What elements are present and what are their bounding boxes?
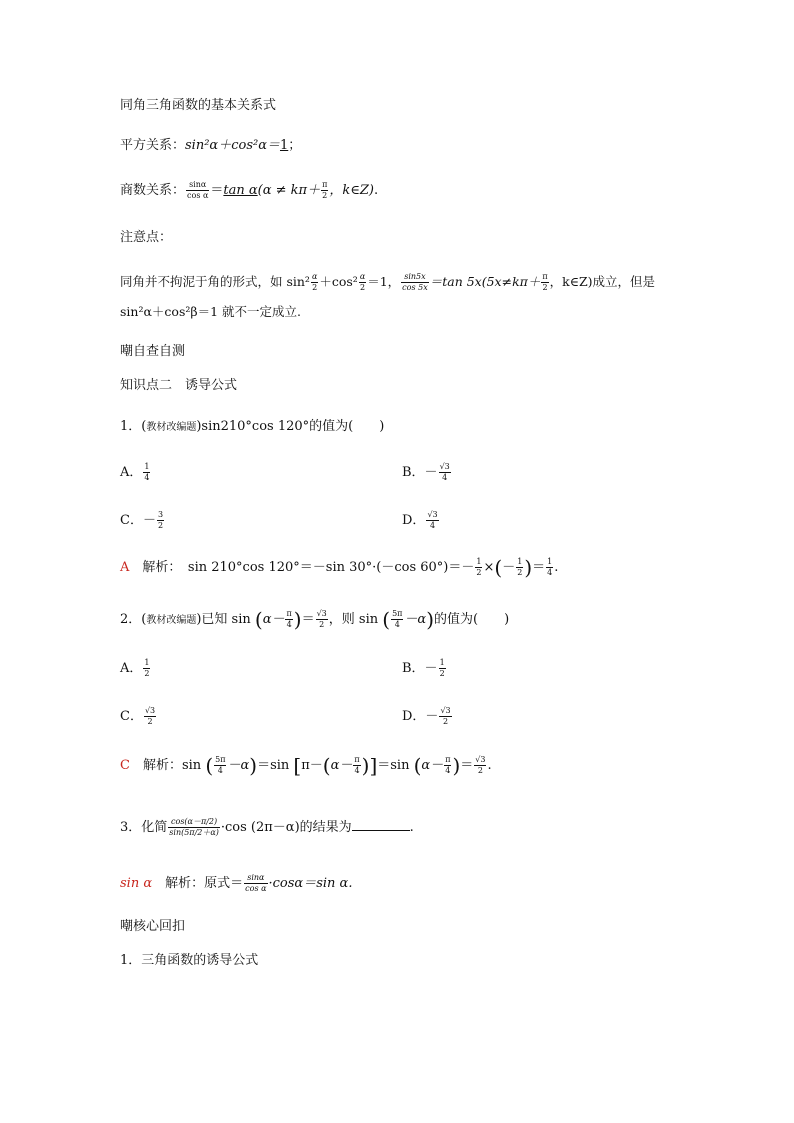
- note1-part-e: ，k∈Z)成立，但是: [549, 274, 656, 289]
- q2-option-a[interactable]: [120, 658, 151, 679]
- a2-alpha-minus: α－: [330, 758, 353, 773]
- alpha-numerator-1: α: [311, 272, 318, 281]
- quotient-condition-start: (α ≠ kπ＋: [257, 183, 321, 198]
- q3-fraction: [168, 817, 220, 838]
- q2-part-d: ，则 sin: [328, 612, 379, 627]
- q2-d-num: √3: [440, 706, 451, 715]
- q1-body: )sin210°cos 120°的值为( ): [196, 419, 385, 434]
- quotient-relation: 商数关系： $\frac{\sin\alpha}{\text{cos α}}$ ＝tan α(α ≠ kπ＋ $\frac{\pi}{2}$ ，k∈Z).: [120, 180, 379, 200]
- q1-option-a-label: A．: [120, 465, 143, 480]
- a3-fraction: [244, 873, 267, 894]
- q2-part-e: 的值为( ): [434, 612, 510, 627]
- a2-pi-over-4-2: [444, 755, 451, 776]
- quotient-denominator: cos α: [187, 191, 209, 200]
- q2-rt3: √3: [316, 609, 327, 618]
- sin5x-numerator: sin5x: [401, 272, 429, 283]
- q1-option-c[interactable]: [120, 510, 165, 531]
- pi-numerator: π: [322, 180, 328, 189]
- answer-1-text: 解析： sin 210°cos 120°＝－sin 30°·(－cos 60°)＝－: [142, 560, 475, 575]
- two-denominator-3: 2: [542, 283, 548, 292]
- q1-option-b-fraction: [439, 462, 451, 483]
- q1-option-a[interactable]: [120, 462, 151, 483]
- q2-prefix: 2．(: [120, 612, 147, 627]
- q2-part-b: )已知 sin: [196, 612, 251, 627]
- q1-b-num: √3: [439, 462, 450, 471]
- q1-tag: 教材改编题: [146, 422, 197, 433]
- a1-half-den: 2: [476, 568, 482, 577]
- answer-1: A 解析： sin 210°cos 120°＝－sin 30°·(－cos 60°)＝－ $\frac{1}{2}$ ×(－ $\frac{1}{2}$ )＝ $\frac{1}{4}$ .: [120, 555, 559, 580]
- a2-5pi: 5π: [215, 755, 226, 764]
- q2-a-den: 2: [144, 669, 150, 678]
- alpha-half-fraction-1: [311, 272, 318, 293]
- a1-times: ×: [483, 560, 495, 575]
- q2-four-2: 4: [394, 620, 400, 629]
- alpha-numerator-2: α: [359, 272, 366, 281]
- quotient-condition-end: ，k∈Z): [329, 183, 374, 198]
- q1-option-d-fraction: [426, 510, 438, 531]
- a1-half-fraction-2: [516, 557, 523, 578]
- square-end: ；: [288, 138, 302, 153]
- q1-option-b-label: B．－: [402, 465, 438, 480]
- q1-option-d-label: D．: [402, 513, 426, 528]
- a3-num: sinα: [244, 873, 267, 884]
- a2-5pi-over-4: [214, 755, 226, 776]
- square-label: 平方关系：: [120, 138, 186, 153]
- q3-body: ·cos (2π－α)的结果为: [220, 820, 352, 835]
- q2-pi-over-4: [285, 609, 292, 630]
- a2-pi-2: π: [445, 755, 451, 764]
- q1-b-den: 4: [442, 473, 448, 482]
- q2-option-d[interactable]: [402, 706, 453, 727]
- a2-eq3: ＝: [460, 758, 474, 773]
- answer-3-value: sin α: [120, 876, 153, 891]
- a1-half-num-2: 1: [517, 557, 523, 566]
- question-1: [120, 418, 384, 437]
- answer-3-text: 解析：原式＝: [165, 876, 244, 891]
- q3-prefix: 3．化简: [120, 820, 168, 835]
- question-3: [120, 817, 414, 838]
- a2-rt3: √3: [475, 755, 486, 764]
- square-value: 1: [279, 138, 289, 153]
- q2-option-b-label: B．－: [402, 661, 438, 676]
- a3-rest: ·cosα＝sin α.: [268, 876, 353, 891]
- a2-eq2: ＝sin: [377, 758, 410, 773]
- knowledge-point-2: 知识点二 诱导公式: [120, 378, 238, 393]
- q1-option-a-fraction: [143, 462, 150, 483]
- quotient-numerator: sinα: [186, 180, 209, 191]
- pi-over-two-fraction: [321, 180, 328, 201]
- q2-alpha-minus: α－: [262, 612, 285, 627]
- q1-a-num: 1: [144, 462, 150, 471]
- q2-option-c-label: C．: [120, 709, 143, 724]
- quotient-fraction: [186, 180, 209, 201]
- q2-option-c[interactable]: [120, 706, 157, 727]
- a3-den: cos α: [245, 884, 267, 893]
- q2-b-den: 2: [439, 669, 445, 678]
- pi-numerator-2: π: [542, 272, 548, 281]
- q2-option-c-fraction: [144, 706, 156, 727]
- quotient-value: tan α: [223, 183, 258, 198]
- pi-over-two-fraction-2: [541, 272, 548, 293]
- two-denominator-2: 2: [359, 283, 366, 292]
- a2-rt3-over-2: [474, 755, 486, 776]
- q2-rt3-over-2: [316, 609, 328, 630]
- q2-four: 4: [286, 620, 292, 629]
- q2-option-d-label: D．－: [402, 709, 439, 724]
- q1-c-num: 3: [157, 510, 164, 519]
- note1-part-c: ＝1，: [367, 274, 401, 289]
- a2-minus-alpha: －α: [227, 758, 250, 773]
- note1-part-b: ＋cos²: [319, 274, 358, 289]
- q2-option-a-fraction: [143, 658, 150, 679]
- q3-numerator: cos(α－π/2): [168, 817, 220, 828]
- q2-5pi-over-4: [391, 609, 403, 630]
- q2-5pi: 5π: [392, 609, 403, 618]
- note-line-2: sin²α＋cos²β＝1 就不一定成立.: [120, 304, 301, 319]
- q1-d-num: √3: [427, 510, 438, 519]
- a2-four-2: 4: [354, 766, 360, 775]
- a2-pi-minus: π－: [301, 758, 323, 773]
- q1-option-c-label: C．－: [120, 513, 156, 528]
- section-1-heading: 1．三角函数的诱导公式: [120, 953, 259, 968]
- a1-half-num: 1: [476, 557, 482, 566]
- note1-part-a: 同角并不拘泥于角的形式，如 sin²: [120, 274, 310, 289]
- q3-end: .: [409, 820, 414, 835]
- q1-d-den: 4: [429, 521, 436, 530]
- q2-option-d-fraction: [439, 706, 451, 727]
- two-denominator-1: 2: [312, 283, 318, 292]
- sin5x-over-cos5x-fraction: [401, 272, 429, 293]
- q1-c-den: 2: [157, 521, 164, 530]
- q2-d-den: 2: [442, 717, 449, 726]
- a1-end: .: [554, 560, 559, 575]
- square-relation: [120, 137, 301, 155]
- q2-pi: π: [286, 609, 292, 618]
- square-formula: sin²α＋cos²α＝: [185, 138, 280, 153]
- a2-alpha-minus-2: α－: [421, 758, 444, 773]
- a1-half-den-2: 2: [517, 568, 523, 577]
- q2-option-b-fraction: [439, 658, 446, 679]
- a2-four-3: 4: [445, 766, 451, 775]
- q1-option-d[interactable]: [402, 510, 440, 531]
- q2-two: 2: [319, 620, 325, 629]
- a2-pi-over-4: [353, 755, 360, 776]
- a1-result-fraction: [546, 557, 553, 578]
- q2-b-num: 1: [439, 658, 445, 667]
- a1-result-den: 4: [547, 568, 553, 577]
- answer-3: [120, 873, 352, 894]
- a2-pi: π: [354, 755, 360, 764]
- q1-prefix: 1．(: [120, 419, 147, 434]
- q2-option-b[interactable]: [402, 658, 447, 679]
- q2-option-a-label: A．: [120, 661, 143, 676]
- a2-four: 4: [217, 766, 223, 775]
- note1-part-d: ＝tan 5x(5x≠kπ＋: [429, 274, 541, 289]
- quotient-end: .: [373, 183, 379, 198]
- q3-answer-blank[interactable]: [352, 818, 410, 831]
- answer-2-text: 解析：sin: [142, 758, 202, 773]
- a2-end: .: [487, 758, 492, 773]
- quotient-label: 商数关系：: [120, 183, 186, 198]
- self-check-heading: 嘲自查自测: [120, 344, 186, 359]
- q2-c-den: 2: [147, 717, 153, 726]
- cos5x-denominator: cos 5x: [402, 283, 428, 292]
- note-line-1: [120, 272, 655, 293]
- attention-label: 注意点：: [120, 230, 173, 245]
- q1-a-den: 4: [144, 473, 150, 482]
- heading: 同角三角函数的基本关系式: [120, 98, 277, 113]
- a2-eq: ＝sin: [257, 758, 290, 773]
- a1-half-fraction: [475, 557, 482, 578]
- two-denominator: 2: [322, 191, 328, 200]
- q2-minus-alpha: －α: [404, 612, 427, 627]
- alpha-half-fraction-2: [359, 272, 366, 293]
- q1-option-c-fraction: [157, 510, 164, 531]
- q2-c-num: √3: [144, 706, 156, 715]
- q1-option-b[interactable]: [402, 462, 452, 483]
- a2-two: 2: [477, 766, 483, 775]
- q3-denominator: sin(5π/2＋α): [169, 828, 219, 837]
- q2-a-num: 1: [144, 658, 150, 667]
- answer-1-letter: A: [120, 560, 130, 575]
- answer-2: C 解析：sin ( $\frac{5\pi}{4}$ －α)＝sin [π－(α－ $\frac{\pi}{4}$ )]＝sin (α－ $\frac{\pi}{4}$ )＝ $\frac{√3}{2}$ .: [120, 753, 492, 778]
- question-2: 2．(教材改编题)已知 sin (α－ $\frac{\pi}{4}$ )＝ $\frac{√3}{2}$ ，则 sin ( $\frac{5\pi}{4}$ －α)的值为( ): [120, 607, 510, 632]
- a1-result-num: 1: [547, 557, 553, 566]
- q2-equals: ＝: [301, 612, 315, 627]
- q2-tag: 教材改编题: [146, 615, 197, 626]
- core-review-heading: 嘲核心回扣: [120, 919, 186, 934]
- answer-2-letter: C: [120, 758, 130, 773]
